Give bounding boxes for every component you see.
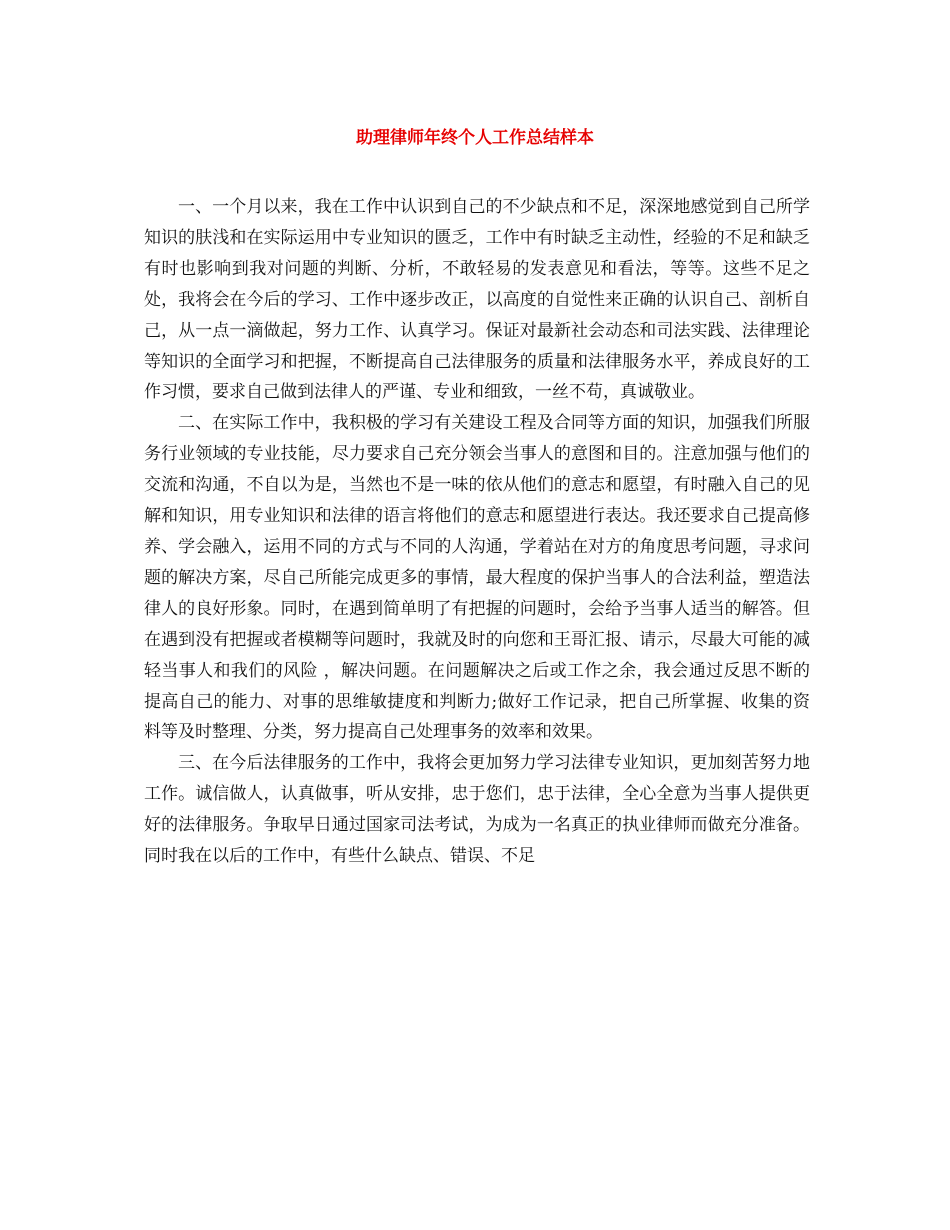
paragraph-3: 三、在今后法律服务的工作中，我将会更加努力学习法律专业知识，更加刻苦努力地工作。诚信做人，认真做事，听从安排，忠于您们，忠于法律，全心全意为当事人提供更好的法律服务。争取早日通过国家司法考试，为成为一名真正的执业律师而做充分准备。同时我在以后的工作中，有些什么缺点、错误、不足 (144, 753, 810, 867)
document-title: 助理律师年终个人工作总结样本 (356, 128, 594, 148)
paragraph-2: 二、在实际工作中，我积极的学习有关建设工程及合同等方面的知识，加强我们所服务行业领域的专业技能，尽力要求自己充分领会当事人的意图和目的。注意加强与他们的交流和沟通，不自以为是，当然也不是一味的依从他们的意志和愿望，有时融入自己的见解和知识，用专业知识和法律的语言将他们的意志和愿望进行表达。我还要求自己提高修养、学会融入，运用不同的方式与不同的人沟通，学着站在对方的角度思考问题，寻求问题的解决方案，尽自己所能完成更多的事情，最大程度的保护当事人的合法利益，塑造法律人的良好形象。同时，在遇到简单明了有把握的问题时，会给予当事人适当的解答。但在遇到没有把握或者模糊等问题时，我就及时的向您和王哥汇报、请示，尽最大可能的减轻当事人和我们的风险 ，解决问题。在问题解决之后或工作之余，我会通过反思不断的提高自己的能力、对事的思维敏捷度和判断力;做好工作记录，把自己所掌握、收集的资料等及时整理、分类，努力提高自己处理事务的效率和效果。 (144, 413, 810, 743)
paragraph-1: 一、一个月以来，我在工作中认识到自己的不少缺点和不足，深深地感觉到自己所学知识的肤浅和在实际运用中专业知识的匮乏，工作中有时缺乏主动性，经验的不足和缺乏有时也影响到我对问题的判断、分析，不敢轻易的发表意见和看法，等等。这些不足之处，我将会在今后的学习、工作中逐步改正，以高度的自觉性来正确的认识自己、剖析自己，从一点一滴做起，努力工作、认真学习。保证对最新社会动态和司法实践、法律理论等知识的全面学习和把握，不断提高自己法律服务的质量和法律服务水平，养成良好的工作习惯，要求自己做到法律人的严谨、专业和细致，一丝不苟，真诚敬业。 (144, 197, 810, 403)
document-body (144, 192, 810, 872)
